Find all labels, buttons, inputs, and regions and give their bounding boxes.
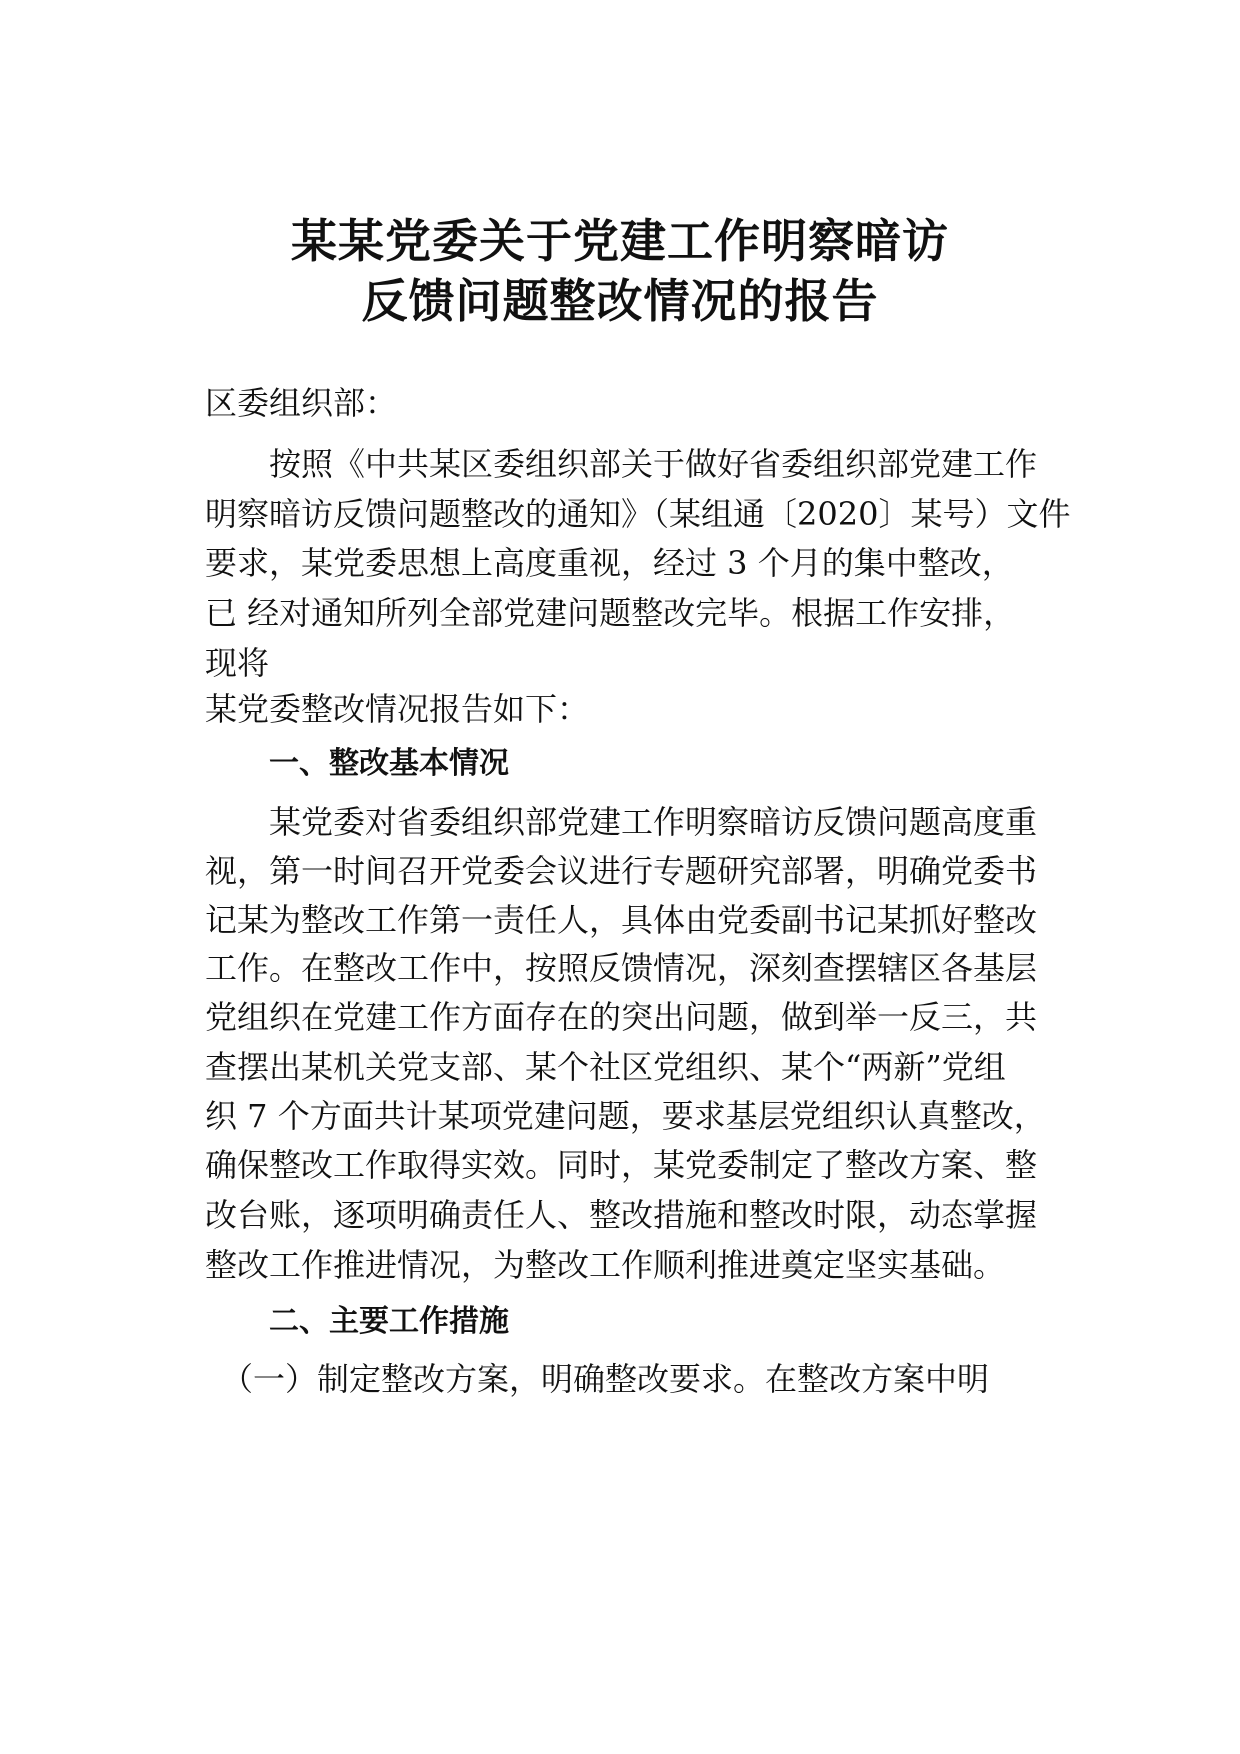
section2-line: （一）制定整改方案，明确整改要求。在整改方案中明 [205, 1360, 990, 1398]
section1-line: 确保整改工作取得实效。同时，某党委制定了整改方案、整 [205, 1146, 1038, 1184]
section1-line: 某党委对省委组织部党建工作明察暗访反馈问题高度重 [205, 803, 1038, 841]
section-heading: 二、主要工作措施 [269, 1304, 509, 1339]
section1-line: 查摆出某机关党支部、某个社区党组织、某个“两新”党组 [205, 1048, 1006, 1086]
document-title-line-2: 反馈问题整改情况的报告 [361, 274, 879, 328]
section1-line: 工作。在整改工作中，按照反馈情况，深刻查摆辖区各基层 [205, 949, 1038, 987]
section1-line: 视，第一时间召开党委会议进行专题研究部署，明确党委书 [205, 852, 1038, 890]
document-title-line-1: 某某党委关于党建工作明察暗访 [291, 214, 949, 268]
section-heading: 一、整改基本情况 [269, 746, 509, 781]
intro-line: 要求，某党委思想上高度重视，经过 3 个月的集中整改， [205, 544, 1014, 582]
intro-line: 现将 [205, 644, 270, 682]
intro-line: 某党委整改情况报告如下： [205, 690, 590, 728]
section1-line: 党组织在党建工作方面存在的突出问题，做到举一反三，共 [205, 998, 1038, 1036]
intro-line: 已 经对通知所列全部党建问题整改完毕。根据工作安排， [205, 594, 1016, 632]
intro-line: 明察暗访反馈问题整改的通知》（某组通〔2020〕某号）文件 [205, 495, 1071, 533]
section1-line: 改台账，逐项明确责任人、整改措施和整改时限，动态掌握 [205, 1196, 1038, 1234]
section1-line: 织 7 个方面共计某项党建问题，要求基层党组织认真整改， [205, 1097, 1046, 1135]
salutation: 区委组织部： [205, 384, 398, 422]
section1-line: 整改工作推进情况，为整改工作顺利推进奠定坚实基础。 [205, 1246, 1006, 1284]
section1-line: 记某为整改工作第一责任人，具体由党委副书记某抓好整改 [205, 901, 1038, 939]
intro-line: 按照《中共某区委组织部关于做好省委组织部党建工作 [205, 445, 1038, 483]
